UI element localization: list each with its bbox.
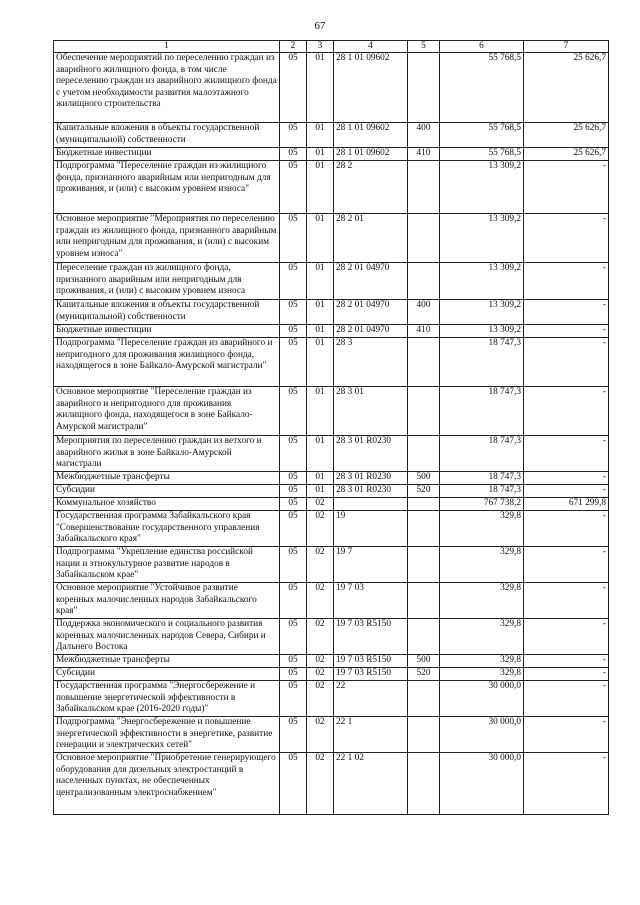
cell-expense-type (408, 619, 440, 655)
cell-subsection: 02 (307, 655, 334, 668)
cell-subsection: 01 (307, 263, 334, 300)
cell-subsection: 01 (307, 53, 334, 123)
cell-amount-1: 55 768,5 (440, 148, 524, 161)
table-row (54, 619, 609, 655)
col-header-1: 1 (54, 41, 280, 53)
cell-expense-type (408, 161, 440, 214)
cell-amount-2: - (524, 583, 609, 619)
cell-expense-type (408, 387, 440, 436)
cell-expense-type (408, 214, 440, 263)
cell-name: Межбюджетные трансферты (54, 472, 280, 485)
cell-amount-2: - (524, 547, 609, 583)
cell-amount-1: 329,8 (440, 583, 524, 619)
cell-expense-type (408, 717, 440, 753)
cell-section: 05 (280, 655, 307, 668)
cell-amount-2: - (524, 263, 609, 300)
cell-amount-1: 30 000,0 (440, 717, 524, 753)
cell-amount-1: 329,8 (440, 619, 524, 655)
cell-subsection: 02 (307, 717, 334, 753)
page-number: 67 (314, 20, 326, 32)
cell-subsection: 01 (307, 161, 334, 214)
cell-amount-2: - (524, 300, 609, 325)
cell-subsection: 01 (307, 214, 334, 263)
cell-target-item: 28 3 01 R0230 (334, 436, 408, 472)
table-body (54, 53, 609, 815)
cell-name: Подпрограмма "Переселение граждан из жилищного фонда, признанного аварийным или непригодным для проживания, и (или) с высоким уровнем износа" (54, 161, 280, 214)
col-header-2: 2 (280, 41, 307, 53)
cell-name: Обеспечение мероприятий по переселению граждан из аварийного жилищного фонда, в том числе переселению граждан из аварийного жилищного фонда с учетом необходимости развития малоэтажного жилищного строительства (54, 53, 280, 123)
cell-amount-1: 329,8 (440, 511, 524, 547)
cell-name: Бюджетные инвестиции (54, 148, 280, 161)
cell-target-item: 28 3 01 (334, 387, 408, 436)
cell-section: 05 (280, 300, 307, 325)
cell-section: 05 (280, 263, 307, 300)
cell-expense-type (408, 681, 440, 717)
cell-expense-type (408, 436, 440, 472)
cell-expense-type: 500 (408, 655, 440, 668)
cell-section: 05 (280, 498, 307, 511)
cell-expense-type (408, 753, 440, 815)
cell-name: Поддержка экономического и социального развития коренных малочисленных народов Севера, Сибири и Дальнего Востока (54, 619, 280, 655)
table-row (54, 387, 609, 436)
table-row (54, 338, 609, 387)
cell-expense-type: 400 (408, 300, 440, 325)
cell-name: Основное мероприятие "Устойчивое развитие коренных малочисленных народов Забайкальского края" (54, 583, 280, 619)
cell-subsection: 02 (307, 681, 334, 717)
cell-amount-2: - (524, 511, 609, 547)
cell-amount-1: 55 768,5 (440, 123, 524, 148)
cell-section: 05 (280, 338, 307, 387)
cell-section: 05 (280, 325, 307, 338)
cell-amount-2: - (524, 325, 609, 338)
cell-amount-2: - (524, 472, 609, 485)
cell-amount-1: 55 768,5 (440, 53, 524, 123)
budget-table (53, 40, 609, 815)
cell-amount-1: 13 309,2 (440, 214, 524, 263)
cell-name: Субсидии (54, 485, 280, 498)
cell-amount-2: - (524, 436, 609, 472)
cell-amount-1: 30 000,0 (440, 681, 524, 717)
cell-target-item: 19 7 03 R5150 (334, 655, 408, 668)
cell-target-item: 28 3 01 R0230 (334, 472, 408, 485)
cell-section: 05 (280, 214, 307, 263)
cell-target-item: 19 7 03 R5150 (334, 619, 408, 655)
cell-subsection: 02 (307, 547, 334, 583)
cell-name: Капитальные вложения в объекты государственной (муниципальной) собственности (54, 300, 280, 325)
cell-name: Государственная программа "Энергосбережение и повышение энергетической эффективности в Забайкальском крае (2016-2020 годы)" (54, 681, 280, 717)
cell-subsection: 02 (307, 583, 334, 619)
cell-name: Основное мероприятие "Приобретение генерирующего оборудования для дизельных электростанций в населенных пунктах, не обеспеченных централизованным электроснабжением" (54, 753, 280, 815)
cell-target-item: 22 1 02 (334, 753, 408, 815)
cell-expense-type (408, 338, 440, 387)
cell-amount-2: - (524, 668, 609, 681)
cell-expense-type: 520 (408, 668, 440, 681)
table-row (54, 655, 609, 668)
table-row (54, 753, 609, 815)
table-row (54, 485, 609, 498)
table-row (54, 472, 609, 485)
cell-target-item: 28 2 01 04970 (334, 325, 408, 338)
cell-target-item: 19 (334, 511, 408, 547)
cell-subsection: 01 (307, 387, 334, 436)
cell-subsection: 01 (307, 472, 334, 485)
table-row (54, 681, 609, 717)
cell-amount-1: 329,8 (440, 655, 524, 668)
cell-name: Основное мероприятие "Переселение граждан из аварийного и непригодного для проживания жилищного фонда, находящегося в зоне Байкало-Амурской магистрали" (54, 387, 280, 436)
cell-subsection: 02 (307, 619, 334, 655)
cell-name: Бюджетные инвестиции (54, 325, 280, 338)
cell-target-item: 19 7 03 R5150 (334, 668, 408, 681)
cell-subsection: 01 (307, 325, 334, 338)
cell-section: 05 (280, 668, 307, 681)
cell-target-item: 22 1 (334, 717, 408, 753)
table-row (54, 148, 609, 161)
cell-section: 05 (280, 123, 307, 148)
cell-target-item: 28 1 01 09602 (334, 53, 408, 123)
col-header-4: 4 (334, 41, 408, 53)
cell-amount-2: - (524, 753, 609, 815)
cell-name: Субсидии (54, 668, 280, 681)
cell-target-item: 28 2 01 (334, 214, 408, 263)
cell-expense-type: 410 (408, 325, 440, 338)
header-row (54, 41, 609, 53)
cell-subsection: 02 (307, 753, 334, 815)
cell-target-item: 28 3 01 R0230 (334, 485, 408, 498)
table-row (54, 436, 609, 472)
cell-amount-2: - (524, 619, 609, 655)
table-row (54, 53, 609, 123)
cell-section: 05 (280, 717, 307, 753)
cell-section: 05 (280, 547, 307, 583)
cell-amount-2: 25 626,7 (524, 148, 609, 161)
col-header-5: 5 (408, 41, 440, 53)
table-row (54, 717, 609, 753)
cell-target-item: 19 7 (334, 547, 408, 583)
cell-amount-1: 30 000,0 (440, 753, 524, 815)
cell-amount-1: 18 747,3 (440, 436, 524, 472)
cell-expense-type (408, 498, 440, 511)
cell-expense-type (408, 583, 440, 619)
cell-expense-type: 520 (408, 485, 440, 498)
cell-amount-1: 329,8 (440, 668, 524, 681)
cell-name: Межбюджетные трансферты (54, 655, 280, 668)
cell-name: Мероприятия по переселению граждан из ветхого и аварийного жилья в зоне Байкало-Амурской магистрали (54, 436, 280, 472)
cell-name: Переселение граждан из жилищного фонда, признанного аварийным или непригодным для проживания, и (или) с высоким уровнем износа (54, 263, 280, 300)
cell-section: 05 (280, 511, 307, 547)
table-row (54, 498, 609, 511)
cell-subsection: 01 (307, 123, 334, 148)
col-header-3: 3 (307, 41, 334, 53)
cell-target-item: 28 2 (334, 161, 408, 214)
cell-section: 05 (280, 148, 307, 161)
cell-target-item: 28 2 01 04970 (334, 300, 408, 325)
cell-subsection: 02 (307, 668, 334, 681)
cell-subsection: 01 (307, 300, 334, 325)
cell-name: Государственная программа Забайкальского края "Совершенствование государственного управления Забайкальского края" (54, 511, 280, 547)
cell-amount-2: 671 299,8 (524, 498, 609, 511)
cell-expense-type (408, 511, 440, 547)
cell-amount-1: 13 309,2 (440, 161, 524, 214)
cell-target-item: 19 7 03 (334, 583, 408, 619)
cell-section: 05 (280, 472, 307, 485)
cell-subsection: 01 (307, 436, 334, 472)
cell-amount-2: - (524, 387, 609, 436)
cell-amount-1: 767 738,2 (440, 498, 524, 511)
table-row (54, 161, 609, 214)
cell-name: Основное мероприятие "Мероприятия по переселению граждан из жилищного фонда, признанного аварийным или непригодным для проживания, и (или) с высоким уровнем износа" (54, 214, 280, 263)
cell-name: Капитальные вложения в объекты государственной (муниципальной) собственности (54, 123, 280, 148)
cell-amount-2: - (524, 485, 609, 498)
cell-expense-type (408, 547, 440, 583)
cell-section: 05 (280, 387, 307, 436)
cell-section: 05 (280, 485, 307, 498)
cell-name: Подпрограмма "Укрепление единства российской нации и этнокультурное развитие народов в Забайкальском крае" (54, 547, 280, 583)
table-row (54, 511, 609, 547)
cell-target-item: 28 2 01 04970 (334, 263, 408, 300)
cell-expense-type (408, 263, 440, 300)
cell-section: 05 (280, 436, 307, 472)
cell-amount-1: 13 309,2 (440, 325, 524, 338)
cell-name: Коммунальное хозяйство (54, 498, 280, 511)
cell-section: 05 (280, 583, 307, 619)
cell-target-item: 28 1 01 09602 (334, 148, 408, 161)
cell-amount-2: - (524, 681, 609, 717)
table-row (54, 668, 609, 681)
cell-amount-2: - (524, 655, 609, 668)
cell-amount-1: 13 309,2 (440, 263, 524, 300)
cell-target-item: 28 1 01 09602 (334, 123, 408, 148)
table-row (54, 214, 609, 263)
col-header-7: 7 (524, 41, 609, 53)
table-row (54, 583, 609, 619)
cell-expense-type: 500 (408, 472, 440, 485)
cell-subsection: 01 (307, 148, 334, 161)
cell-expense-type: 410 (408, 148, 440, 161)
table-row (54, 547, 609, 583)
cell-amount-1: 18 747,3 (440, 472, 524, 485)
cell-amount-2: 25 626,7 (524, 123, 609, 148)
cell-name: Подпрограмма "Энергосбережение и повышение энергетической эффективности в энергетике, развитие генерации и электрических сетей" (54, 717, 280, 753)
cell-section: 05 (280, 681, 307, 717)
cell-name: Подпрограмма "Переселение граждан из аварийного и непригодного для проживания жилищного фонда, находящегося в зоне Байкало-Амурской магистрали" (54, 338, 280, 387)
cell-expense-type: 400 (408, 123, 440, 148)
cell-amount-1: 18 747,3 (440, 387, 524, 436)
cell-section: 05 (280, 53, 307, 123)
cell-amount-1: 18 747,3 (440, 485, 524, 498)
table-row (54, 300, 609, 325)
cell-amount-2: - (524, 161, 609, 214)
cell-subsection: 02 (307, 511, 334, 547)
cell-subsection: 01 (307, 485, 334, 498)
col-header-6: 6 (440, 41, 524, 53)
table-row (54, 325, 609, 338)
cell-target-item: 22 (334, 681, 408, 717)
cell-section: 05 (280, 161, 307, 214)
cell-expense-type (408, 53, 440, 123)
cell-amount-2: 25 626,7 (524, 53, 609, 123)
cell-amount-2: - (524, 338, 609, 387)
cell-subsection: 01 (307, 338, 334, 387)
cell-amount-2: - (524, 717, 609, 753)
cell-section: 05 (280, 753, 307, 815)
cell-amount-1: 329,8 (440, 547, 524, 583)
cell-target-item (334, 498, 408, 511)
cell-target-item: 28 3 (334, 338, 408, 387)
table-row (54, 123, 609, 148)
cell-amount-2: - (524, 214, 609, 263)
cell-subsection: 02 (307, 498, 334, 511)
cell-amount-1: 13 309,2 (440, 300, 524, 325)
table-row (54, 263, 609, 300)
cell-section: 05 (280, 619, 307, 655)
cell-amount-1: 18 747,3 (440, 338, 524, 387)
